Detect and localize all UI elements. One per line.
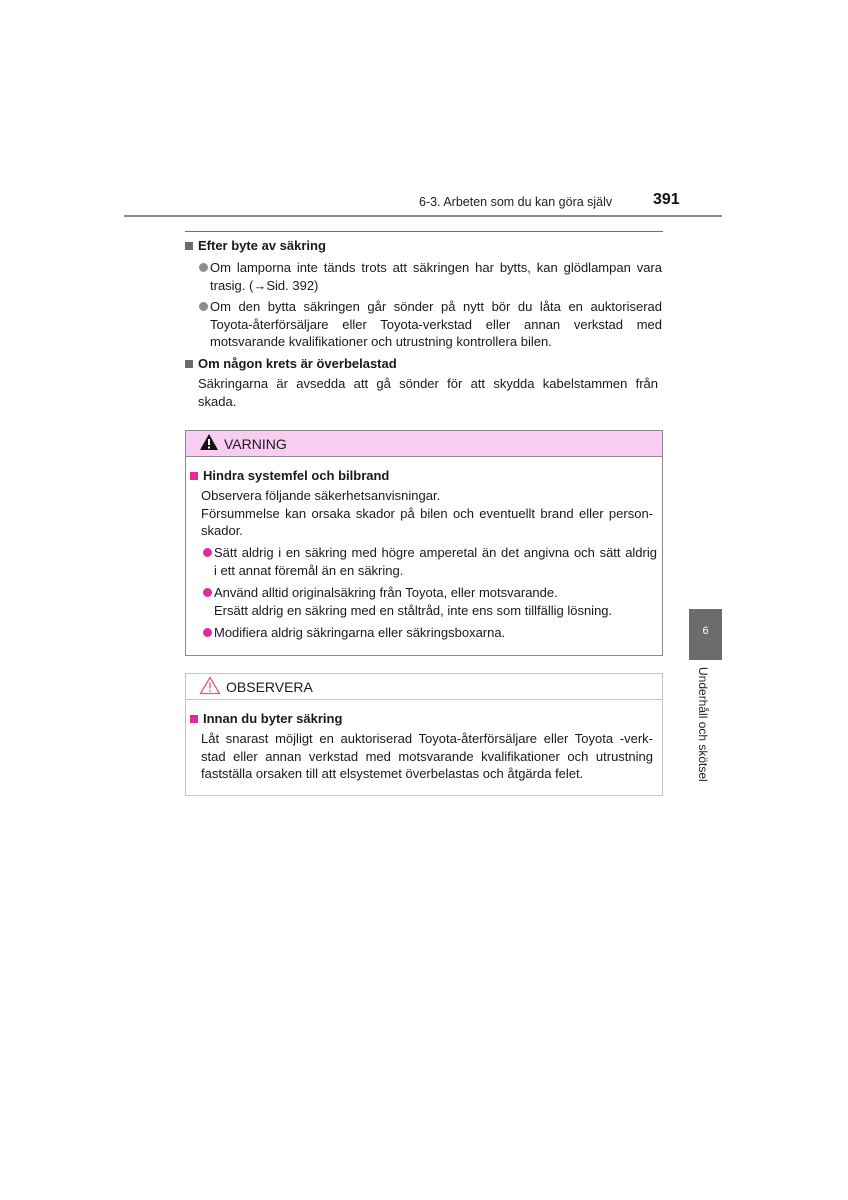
round-bullet-icon [199, 263, 208, 272]
list-item [210, 298, 662, 351]
list-item-line: motsvarande kvalifikationer och utrustning kontrollera bilen. [210, 334, 552, 349]
list-item-line: Ersätt aldrig en säkring med en ståltråd, inte ens som tillfällig lösning. [214, 602, 613, 618]
section-heading-text: Om någon krets är överbelastad [198, 356, 397, 371]
square-bullet-icon [190, 472, 198, 480]
list-item-line: i ett annat föremål än en säkring. [214, 562, 404, 578]
warning-heading-text: Hindra systemfel och bilbrand [203, 468, 390, 483]
warning-paragraph [201, 487, 653, 540]
list-item-line: Modifiera aldrig säkringarna eller säkringsboxarna. [214, 625, 506, 640]
content-rule [185, 231, 663, 232]
section-heading-overloaded-circuit [185, 356, 397, 371]
square-bullet-icon [185, 360, 193, 368]
paragraph-line: skador. [201, 523, 243, 538]
section-title: 6-3. Arbeten som du kan göra själv [419, 195, 613, 209]
notice-heading [190, 711, 342, 726]
list-item-line: trasig. (→Sid. 392) [210, 277, 319, 293]
section-heading-text: Efter byte av säkring [198, 238, 326, 253]
list-item-line: Om lamporna inte tänds trots att säkringen har bytts, kan glödlampan vara [210, 260, 662, 275]
notice-title: OBSERVERA [226, 678, 313, 695]
paragraph-line: Säkringarna är avsedda att gå sönder för att skydda kabelstammen från [198, 376, 658, 391]
warning-list-item [214, 584, 657, 619]
notice-title-bar [186, 674, 662, 700]
round-bullet-icon [199, 302, 208, 311]
caution-triangle-icon [199, 676, 221, 698]
list-item [210, 259, 662, 294]
round-bullet-icon [203, 588, 212, 597]
square-bullet-icon [185, 242, 193, 250]
page-number: 391 [653, 191, 680, 208]
warning-title: VARNING [224, 435, 287, 452]
chapter-title: Underhåll och skötsel [696, 667, 710, 782]
warning-list-item [214, 624, 657, 642]
warning-title-bar [186, 431, 662, 457]
header-rule [124, 215, 722, 217]
warning-heading [190, 468, 389, 483]
paragraph-line: fastställa orsaken till att elsystemet överbelastas och åtgärda felet. [201, 766, 584, 781]
square-bullet-icon [190, 715, 198, 723]
warning-box [185, 430, 663, 656]
round-bullet-icon [203, 628, 212, 637]
paragraph-line: stad eller annan verkstad med motsvarande kvalifikationer och utrustning [201, 748, 653, 764]
chapter-tab[interactable]: 6 [689, 609, 722, 660]
paragraph-line: skada. [198, 393, 237, 409]
paragraph-line: Försummelse kan orsaka skador på bilen och eventuellt brand eller person- [201, 505, 653, 521]
list-item-line: Sätt aldrig i en säkring med högre amperetal än det angivna och sätt aldrig [214, 545, 657, 560]
list-item-line: Använd alltid originalsäkring från Toyota, eller motsvarande. [214, 585, 558, 600]
notice-heading-text: Innan du byter säkring [203, 711, 343, 726]
paragraph-line: Låt snarast möjligt en auktoriserad Toyota-återförsäljare eller Toyota -verk- [201, 731, 653, 746]
warning-list-item [214, 544, 657, 579]
paragraph [198, 375, 658, 410]
paragraph-line: Observera följande säkerhetsanvisningar. [201, 488, 441, 503]
round-bullet-icon [203, 548, 212, 557]
notice-paragraph [201, 730, 653, 783]
section-heading-after-fuse-change [185, 238, 326, 253]
warning-triangle-icon [199, 433, 219, 454]
list-item-line: Toyota-återförsäljare eller Toyota-verkstad eller annan verkstad med [210, 316, 662, 332]
list-item-line: Om den bytta säkringen går sönder på nytt bör du låta en auktoriserad [210, 299, 662, 314]
